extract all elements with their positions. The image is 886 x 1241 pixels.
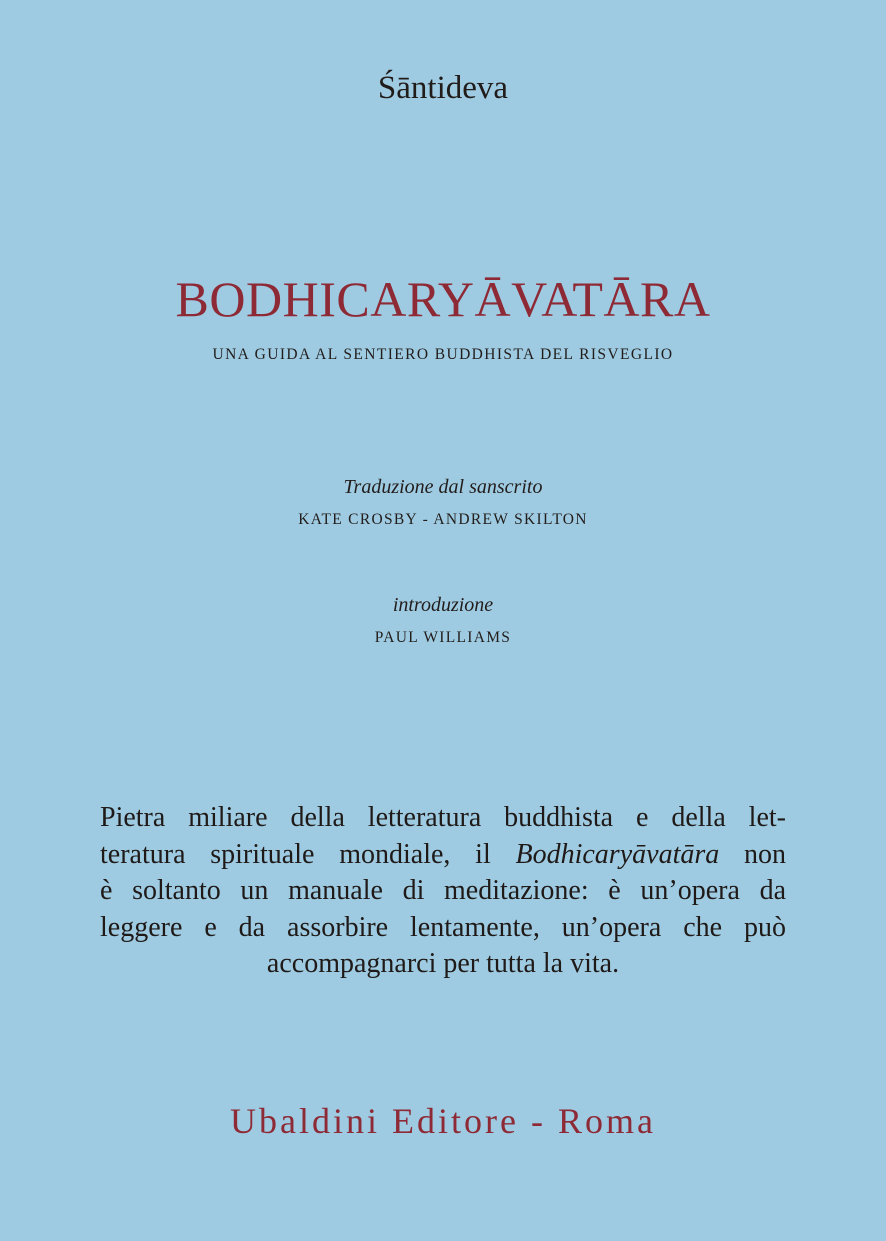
blurb-line: è soltanto un manuale di meditazione: è un’opera da	[100, 875, 786, 906]
blurb-line: accompagnarci per tutta la vita.	[266, 948, 620, 979]
blurb-line	[100, 837, 786, 874]
blurb-text	[100, 800, 786, 983]
introduction-label: introduzione	[392, 594, 494, 616]
blurb-text-segment: non	[719, 838, 787, 870]
translators: KATE CROSBY - ANDREW SKILTON	[298, 511, 588, 528]
book-title: BODHICARYĀVATĀRA	[175, 271, 711, 327]
blurb-text-segment: teratura spirituale mondiale, il	[100, 838, 516, 870]
blurb-title-italic: Bodhicaryāvatāra	[515, 838, 720, 870]
introduction-author: PAUL WILLIAMS	[374, 629, 512, 646]
author-name: Śāntideva	[377, 70, 509, 106]
blurb-line: leggere e da assorbire lentamente, un’opera che può	[100, 911, 786, 943]
publisher: Ubaldini Editore - Roma	[230, 1101, 656, 1141]
translation-label: Traduzione dal sanscrito	[343, 476, 543, 498]
blurb-line: Pietra miliare della letteratura buddhista e della let-	[100, 802, 786, 833]
book-subtitle: UNA GUIDA AL SENTIERO BUDDHISTA DEL RISVEGLIO	[212, 346, 674, 363]
